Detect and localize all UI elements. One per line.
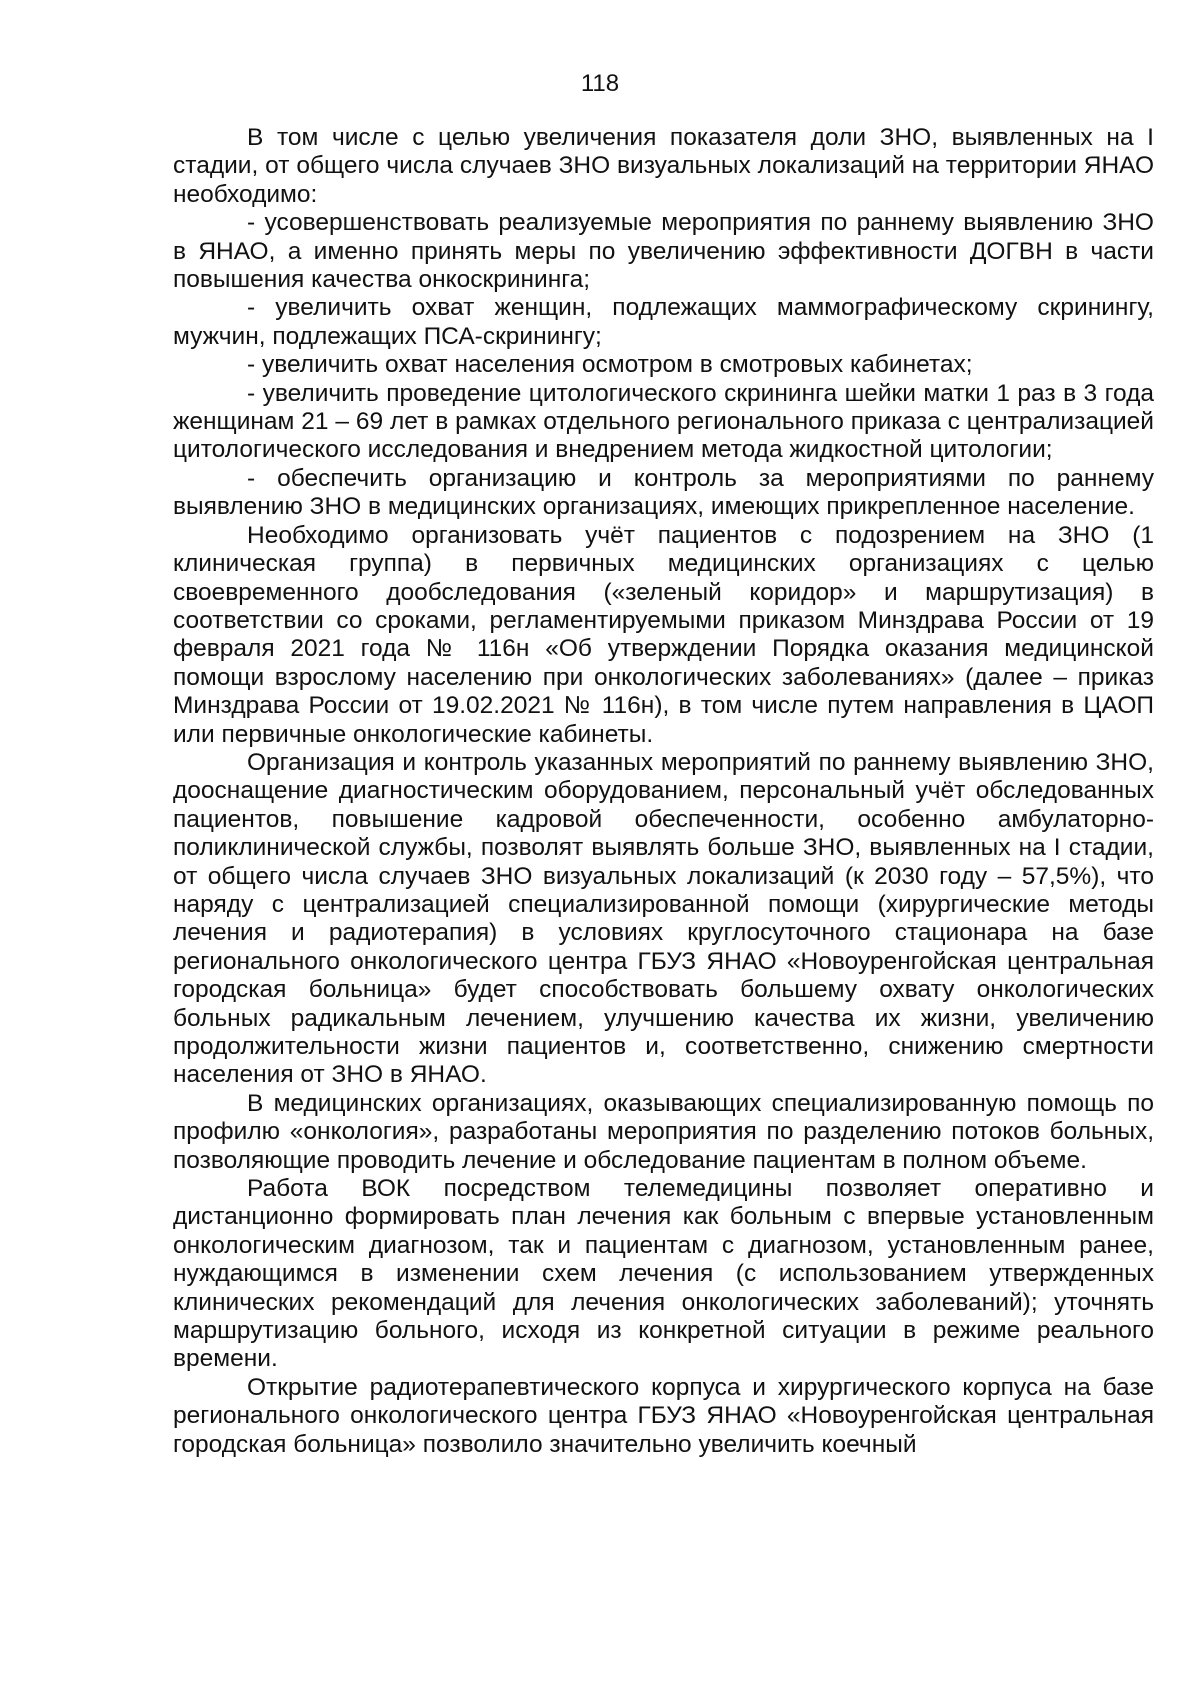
list-item-control: - обеспечить организацию и контроль за мероприятиями по раннему выявлению ЗНО в медицинских организациях, имеющих прикрепленное население.	[173, 464, 1154, 521]
page-number: 118	[580, 70, 620, 97]
document-body	[173, 124, 1154, 1459]
paragraph-intro: В том числе с целью увеличения показателя доли ЗНО, выявленных на I стадии, от общего числа случаев ЗНО визуальных локализаций на территории ЯНАО необходимо:	[173, 124, 1154, 208]
paragraph-radiotherapy-building: Открытие радиотерапевтического корпуса и хирургического корпуса на базе регионального онкологического центра ГБУЗ ЯНАО «Новоуренгойская центральная городская больница» позволило значительно увеличить коечный	[173, 1373, 1154, 1458]
paragraph-patient-tracking: Необходимо организовать учёт пациентов с подозрением на ЗНО (1 клиническая группа) в первичных медицинских организациях с целью своевременного дообследования («зеленый коридор» и маршрутизация) в соответствии со сроками, регламентируемыми приказом Минздрава России от 19 февраля 2021 года № 116н «Об утверждении Порядка оказания медицинской помощи взрослому населению при онкологических заболеваниях» (далее – приказ Минздрава России от 19.02.2021 № 116н), в том числе путем направления в ЦАОП или первичные онкологические кабинеты.	[173, 521, 1154, 748]
paragraph-patient-flows: В медицинских организациях, оказывающих специализированную помощь по профилю «онкология», разработаны мероприятия по разделению потоков больных, позволяющие проводить лечение и обследование пациентам в полном объеме.	[173, 1089, 1154, 1174]
paragraph-telemedicine: Работа ВОК посредством телемедицины позволяет оперативно и дистанционно формировать план лечения как больным с впервые установленным онкологическим диагнозом, так и пациентам с диагнозом, установленным ранее, нуждающимся в изменении схем лечения (с использованием утвержденных клинических рекомендаций для лечения онкологических заболеваний); уточнять маршрутизацию больного, исходя из конкретной ситуации в режиме реального времени.	[173, 1175, 1154, 1373]
paragraph-organization-control: Организация и контроль указанных мероприятий по раннему выявлению ЗНО, дооснащение диагностическим оборудованием, персональный учёт обследованных пациентов, повышение кадровой обеспеченности, особенно амбулаторно-поликлинической службы, позволят выявлять больше ЗНО, выявленных на I стадии, от общего числа случаев ЗНО визуальных локализаций (к 2030 году – 57,5%), что наряду с централизацией специализированной помощи (хирургические методы лечения и радиотерапия) в условиях круглосуточного стационара на базе регионального онкологического центра ГБУЗ ЯНАО «Новоуренгойская центральная городская больница» будет способствовать большему охвату онкологических больных радикальным лечением, улучшению качества их жизни, увеличению продолжительности жизни пациентов и, соответственно, снижению смертности населения от ЗНО в ЯНАО.	[173, 748, 1154, 1089]
list-item-mammography-psa: - увеличить охват женщин, подлежащих маммографическому скринингу, мужчин, подлежащих ПСА-скринингу;	[173, 294, 1154, 350]
list-item-exam-rooms: - увеличить охват населения осмотром в смотровых кабинетах;	[247, 351, 973, 379]
list-item-screening-improvement: - усовершенствовать реализуемые мероприятия по раннему выявлению ЗНО в ЯНАО, а именно принять меры по увеличению эффективности ДОГВН в части повышения качества онкоскрининга;	[173, 209, 1154, 294]
list-item-cytology: - увеличить проведение цитологического скрининга шейки матки 1 раз в 3 года женщинам 21 – 69 лет в рамках отдельного регионального приказа с централизацией цитологического исследования и внедрением метода жидкостной цитологии;	[173, 379, 1154, 464]
